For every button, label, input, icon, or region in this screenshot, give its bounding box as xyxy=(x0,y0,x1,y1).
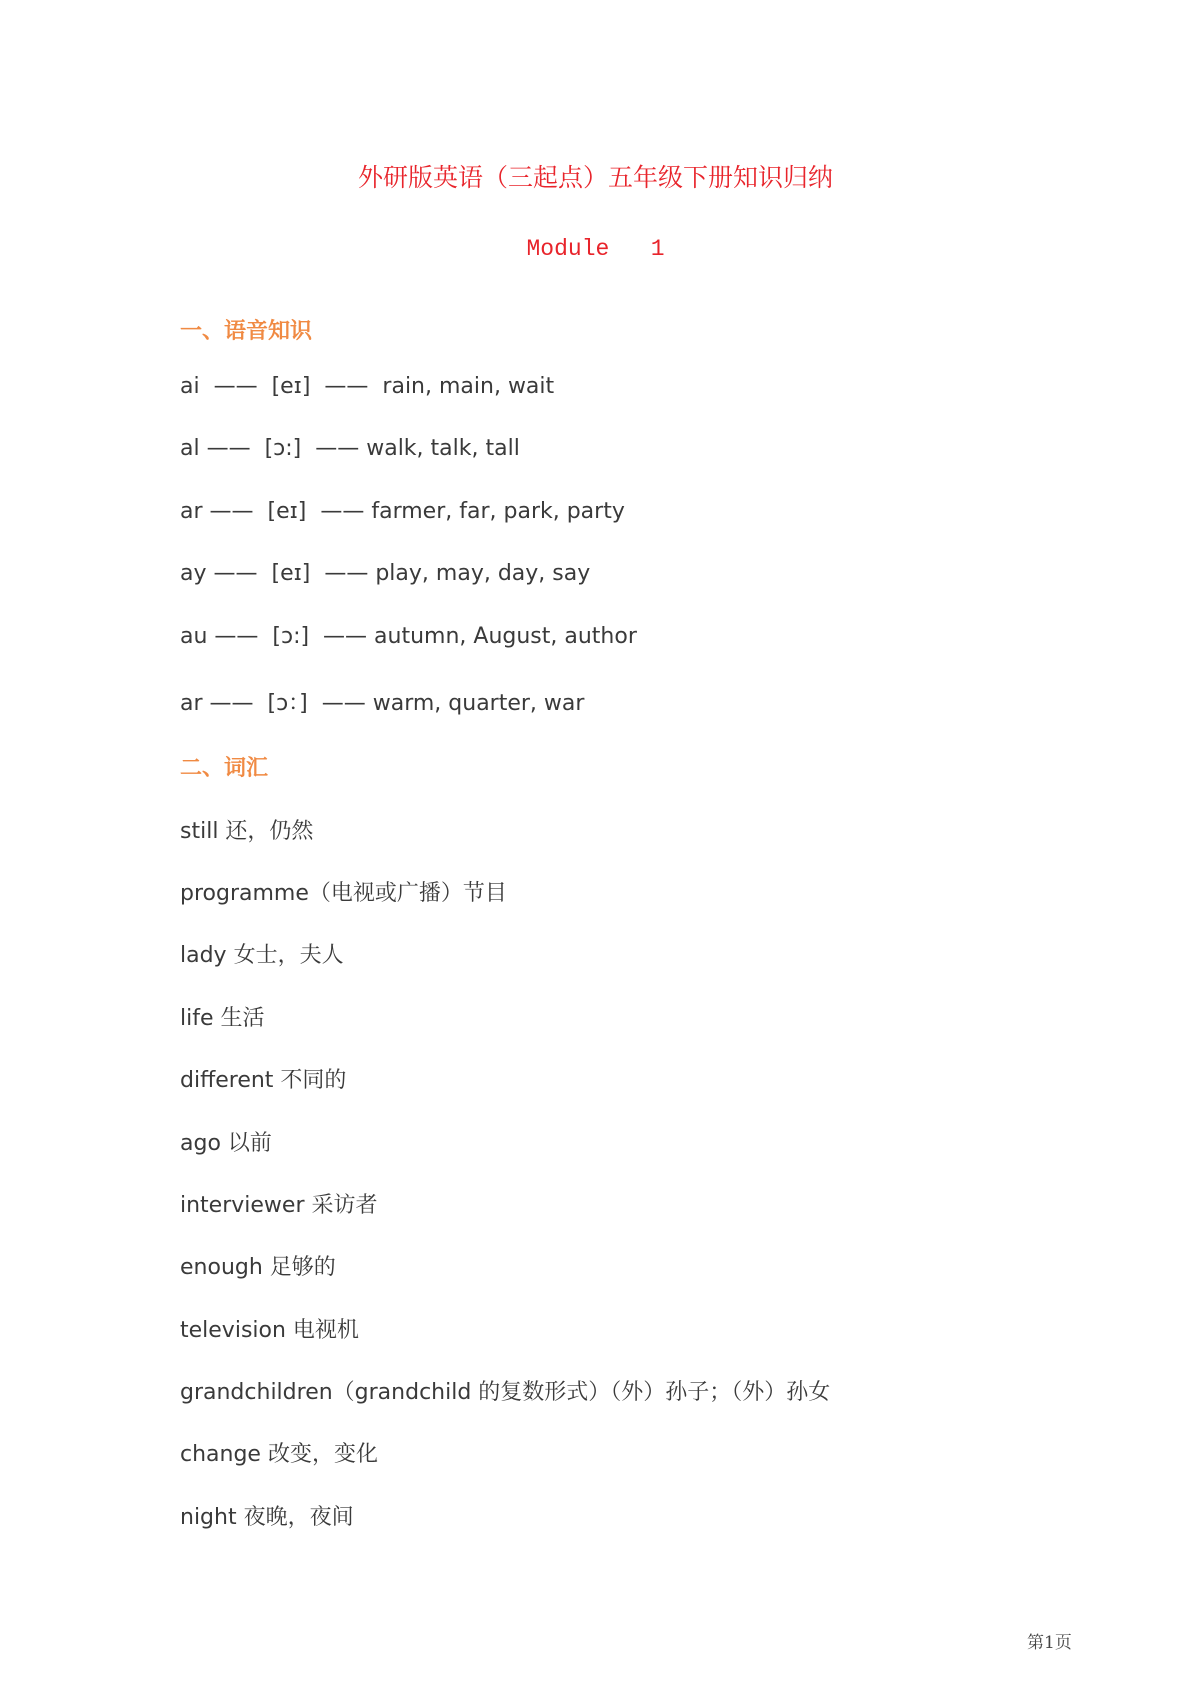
vocab-item: lady 女士，夫人 xyxy=(180,943,344,968)
phonics-line: al —— [ɔ:] —— walk, talk, tall xyxy=(180,436,520,461)
vocab-item: still 还，仍然 xyxy=(180,819,314,844)
vocab-item: night 夜晚，夜间 xyxy=(180,1505,354,1530)
vocab-item: ago 以前 xyxy=(180,1131,272,1156)
phonics-line: au —— [ɔ:] —— autumn, August, author xyxy=(180,624,637,649)
vocab-item: interviewer 采访者 xyxy=(180,1193,378,1218)
vocab-item: enough 足够的 xyxy=(180,1255,336,1280)
vocab-item: television 电视机 xyxy=(180,1318,359,1343)
vocab-item: life 生活 xyxy=(180,1006,265,1031)
document-title: 外研版英语（三起点）五年级下册知识归纳 xyxy=(357,163,833,192)
phonics-line: ay —— [eɪ] —— play, may, day, say xyxy=(180,561,591,586)
phonics-line: ar —— [ɔ：] —— warm, quarter, war xyxy=(180,691,585,716)
module-heading: Module 1 xyxy=(526,236,665,262)
phonics-line: ai —— [eɪ] —— rain, main, wait xyxy=(180,374,555,399)
page-number: 第1页 xyxy=(1027,1633,1072,1653)
vocab-item: grandchildren（grandchild 的复数形式）（外）孙子；（外）孙女 xyxy=(180,1380,831,1405)
section-heading-vocabulary: 二、词汇 xyxy=(180,756,269,781)
vocab-item: different 不同的 xyxy=(180,1068,347,1093)
vocab-item: programme（电视或广播）节目 xyxy=(180,881,507,906)
vocab-item: change 改变，变化 xyxy=(180,1442,378,1467)
section-heading-phonics: 一、语音知识 xyxy=(180,319,313,344)
phonics-line: ar —— [eɪ] —— farmer, far, park, party xyxy=(180,499,625,524)
